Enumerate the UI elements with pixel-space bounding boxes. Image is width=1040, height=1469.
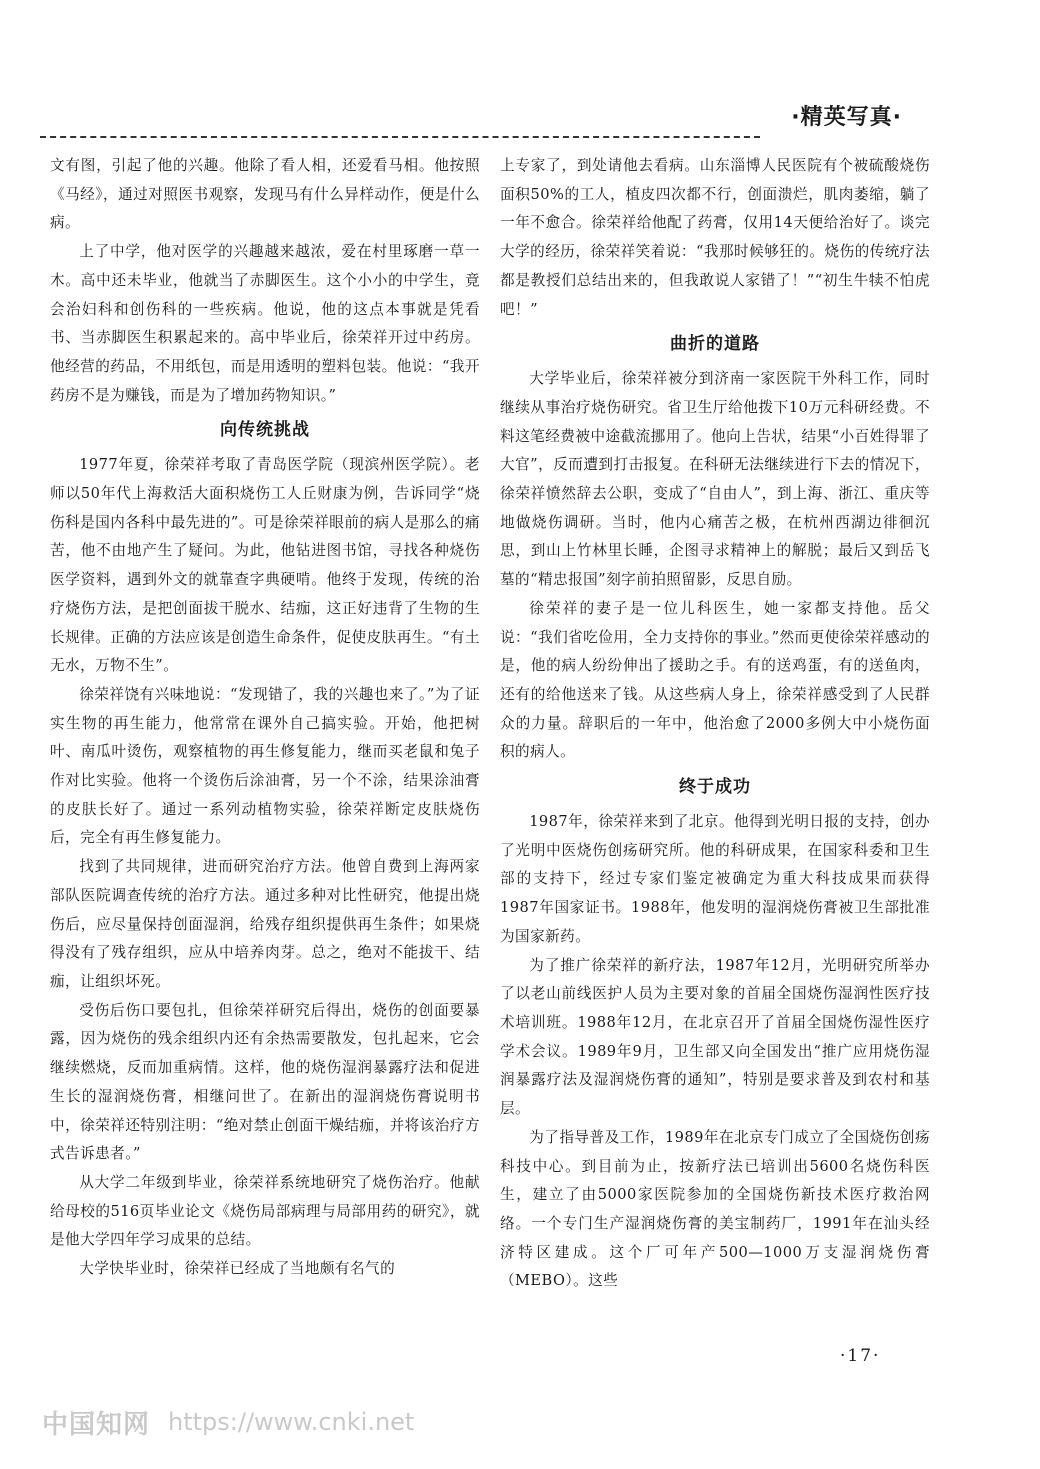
- watermark-logo: 中国知网: [42, 1409, 151, 1440]
- paragraph: 文有图，引起了他的兴趣。他除了看人相，还爱看马相。他按照《马经》，通过对照医书观察，发现马有什么异样动作，便是什么病。: [50, 157, 480, 232]
- paragraph: 大学快毕业时，徐荣祥已经成了当地颇有名气的: [79, 1260, 396, 1278]
- paragraph: 为了推广徐荣祥的新疗法，1987年12月，光明研究所举办了以老山前线医护人员为主要对象的首届全国烧伤湿润性医疗技术培训班。1988年12月，在北京召开了首届全国烧伤湿性医疗学术会议。1989年9月，卫生部又向全国发出“推广应用烧伤湿润暴露疗法及湿润烧伤膏的通知”，特别是要求普及到农村和基层。: [500, 956, 930, 1118]
- header-dashed-rule: [40, 136, 760, 138]
- paragraph: 1987年，徐荣祥来到了北京。他得到光明日报的支持，创办了光明中医烧伤创疡研究所。他的科研成果，在国家科委和卫生部的支持下，经过专家们鉴定被确定为重大科技成果而获得1987年国家证书。1988年，他发明的湿润烧伤膏被卫生部批准为国家新药。: [500, 813, 930, 945]
- paragraph: 上专家了，到处请他去看病。山东淄博人民医院有个被硫酸烧伤面积50%的工人，植皮四次都不行，创面溃烂，肌肉萎缩，躺了一年不愈合。徐荣祥给他配了药膏，仅用14天便给治好了。谈完大学的经历，徐荣祥笑着说：“我那时候够狂的。烧伤的传统疗法都是教授们总结出来的，但我敢说人家错了！”“初生牛犊不怕虎吧！”: [500, 157, 930, 318]
- paragraph: 徐荣祥的妻子是一位儿科医生，她一家都支持他。岳父说：“我们省吃俭用，全力支持你的事业。”然而更使徐荣祥感动的是，他的病人纷纷伸出了援助之手。有的送鸡蛋，有的送鱼肉，还有的给他送来了钱。从这些病人身上，徐荣祥感受到了人民群众的力量。辞职后的一年中，他治愈了2000多例大中小烧伤面积的病人。: [500, 599, 930, 761]
- section-heading: 曲折的道路: [670, 334, 760, 355]
- paragraph: 受伤后伤口要包扎，但徐荣祥研究后得出，烧伤的创面要暴露，因为烧伤的残余组织内还有余热需要散发，包扎起来，它会继续燃烧，反而加重病情。这样，他的烧伤湿润暴露疗法和促进生长的湿润烧伤膏，相继问世了。在新出的湿润烧伤膏说明书中，徐荣祥还特别注明：“绝对禁止创面干燥结痂，并将该治疗方式告诉患者。”: [50, 1001, 480, 1163]
- paragraph: 徐荣祥饶有兴味地说：“发现错了，我的兴趣也来了。”为了证实生物的再生能力，他常常在课外自己搞实验。开始，他把树叶、南瓜叶烫伤，观察植物的再生修复能力，继而买老鼠和兔子作对比实验。他将一个烫伤后涂油膏，另一个不涂，结果涂油膏的皮肤长好了。通过一系列动植物实验，徐荣祥断定皮肤烧伤后，完全有再生修复能力。: [50, 685, 480, 847]
- paragraph: 1977年夏，徐荣祥考取了青岛医学院（现滨州医学院）。老师以50年代上海救活大面积烧伤工人丘财康为例，告诉同学“烧伤科是国内各科中最先进的”。可是徐荣祥眼前的病人是那么的痛苦，他不由地产生了疑问。为此，他钻进图书馆，寻找各种烧伤医学资料，遇到外文的就靠查字典硬啃。他终于发现，传统的治疗烧伤方法，是把创面拔干脱水、结痂，这正好违背了生物的生长规律。正确的方法应该是创造生命条件，促使皮肤再生。“有土无水，万物不生”。: [50, 456, 480, 675]
- cnki-watermark: [42, 1402, 414, 1442]
- paragraph: 上了中学，他对医学的兴趣越来越浓，爱在村里琢磨一草一木。高中还未毕业，他就当了赤脚医生。这个小小的中学生，竟会治妇科和创伤科的一些疾病。他说，他的这点本事就是凭看书、当赤脚医生积累起来的。高中毕业后，徐荣祥开过中药房。他经营的药品，不用纸包，而是用透明的塑料包装。他说：“我开药房不是为赚钱，而是为了增加药物知识。”: [50, 243, 480, 404]
- watermark-url: https://www.cnki.net: [168, 1408, 415, 1436]
- paragraph: 为了指导普及工作，1989年在北京专门成立了全国烧伤创疡科技中心。到目前为止，按新疗法已培训出5600名烧伤科医生，建立了由5000家医院参加的全国烧伤新技术医疗救治网络。一个专门生产湿润烧伤膏的美宝制药厂，1991年在汕头经济特区建成。这个厂可年产500—1000万支湿润烧伤膏（MEBO）。这些: [500, 1128, 930, 1290]
- paragraph: 找到了共同规律，进而研究治疗方法。他曾自费到上海两家部队医院调查传统的治疗方法。通过多种对比性研究，他提出烧伤后，应尽量保持创面湿润，给残存组织提供再生条件；如果烧得没有了残存组织，应从中培养肉芽。总之，绝对不能拔干、结痂，让组织坏死。: [50, 858, 480, 990]
- paragraph: 大学毕业后，徐荣祥被分到济南一家医院干外科工作，同时继续从事治疗烧伤研究。省卫生厅给他拨下10万元科研经费。不料这笔经费被中途截流挪用了。他向上告状，结果“小百姓得罪了大官”，反而遭到打击报复。在科研无法继续进行下去的情况下，徐荣祥愤然辞去公职，变成了“自由人”，到上海、浙江、重庆等地做烧伤调研。当时，他内心痛苦之极，在杭州西湖边徘徊沉思，到山上竹林里长睡，企图寻求精神上的解脱；最后又到岳飞墓的“精忠报国”刻字前拍照留影，反思自励。: [500, 370, 930, 589]
- left-column: [50, 152, 480, 1332]
- paragraph: 从大学二年级到毕业，徐荣祥系统地研究了烧伤治疗。他献给母校的516页毕业论文《烧伤局部病理与局部用药的研究》，就是他大学四年学习成果的总结。: [50, 1173, 480, 1249]
- section-title: ·精英写真·: [791, 105, 902, 130]
- page-number: ·17·: [840, 1346, 881, 1366]
- right-column: [500, 152, 930, 1332]
- section-heading: 终于成功: [679, 777, 751, 798]
- section-heading: 向传统挑战: [220, 420, 310, 441]
- page-header: [0, 98, 1040, 142]
